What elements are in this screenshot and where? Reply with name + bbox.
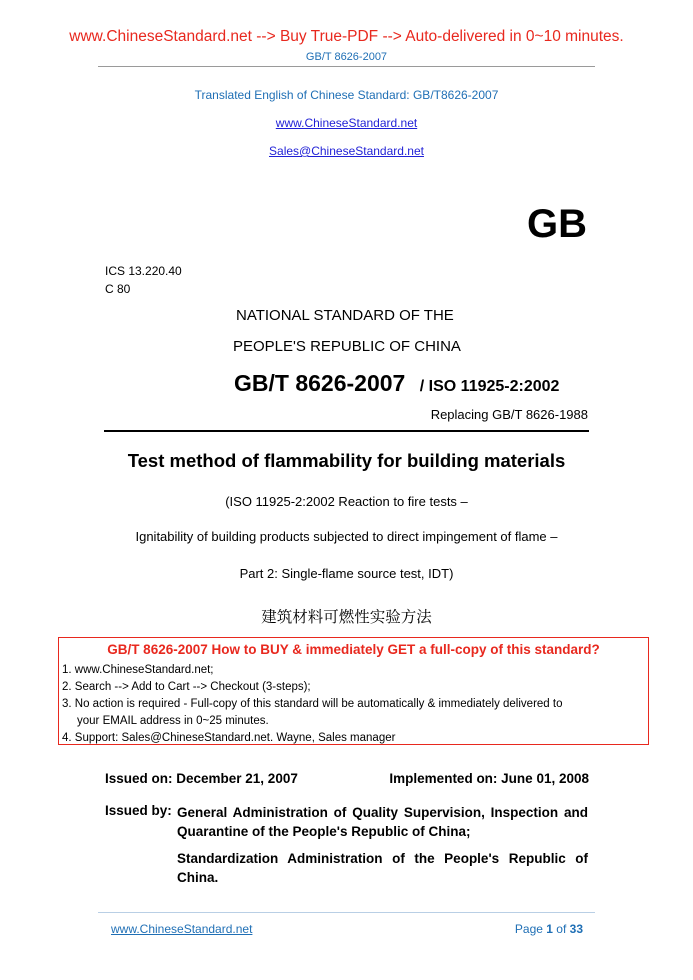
standard-number-line bbox=[234, 370, 559, 397]
national-standard-line2: PEOPLE'S REPUBLIC OF CHINA bbox=[233, 338, 461, 355]
buy-step-3-cont: your EMAIL address in 0~25 minutes. bbox=[77, 715, 269, 727]
subtitle-line2: Ignitability of building products subjected to direct impingement of flame – bbox=[135, 529, 558, 544]
subtitle-line1: (ISO 11925-2:2002 Reaction to fire tests – bbox=[225, 494, 468, 509]
header-divider bbox=[98, 66, 595, 67]
site-link[interactable]: www.ChineseStandard.net bbox=[275, 116, 418, 130]
issued-by-label: Issued by: bbox=[105, 803, 172, 818]
implemented-on-date: Implemented on: June 01, 2008 bbox=[389, 771, 589, 786]
page-current: 1 bbox=[546, 922, 553, 936]
gb-mark: GB bbox=[527, 202, 587, 246]
subtitle-line3: Part 2: Single-flame source test, IDT) bbox=[239, 566, 454, 581]
chinese-title: 建筑材料可燃性实验方法 bbox=[261, 608, 432, 626]
title-divider bbox=[104, 430, 589, 432]
page-total: 33 bbox=[569, 922, 583, 936]
header-doc-code: GB/T 8626-2007 bbox=[305, 51, 388, 63]
issuer-1: General Administration of Quality Supervision, Inspection and Quarantine of the People's Republic of China; bbox=[177, 805, 588, 839]
document-title: Test method of flammability for building materials bbox=[127, 450, 566, 471]
standard-number: GB/T 8626-2007 bbox=[234, 370, 406, 396]
issuer-2: Standardization Administration of the People's Republic of China. bbox=[177, 851, 588, 885]
buy-step-4[interactable]: 4. Support: Sales@ChineseStandard.net. Wayne, Sales manager bbox=[62, 732, 396, 744]
buy-step-1[interactable]: 1. www.ChineseStandard.net; bbox=[62, 664, 214, 676]
footer-site-link[interactable]: www.ChineseStandard.net bbox=[111, 922, 253, 936]
footer-divider bbox=[98, 912, 595, 913]
top-banner[interactable]: www.ChineseStandard.net --> Buy True-PDF --> Auto-delivered in 0~10 minutes. bbox=[69, 28, 624, 45]
site-link-row bbox=[0, 114, 693, 132]
buy-step-3: 3. No action is required - Full-copy of this standard will be automatically & immediately delivered to bbox=[62, 698, 563, 710]
page-mid: of bbox=[552, 922, 570, 936]
replacing-note: Replacing GB/T 8626-1988 bbox=[430, 407, 588, 422]
page-prefix: Page bbox=[514, 922, 547, 936]
translated-line: Translated English of Chinese Standard: GB/T8626-2007 bbox=[194, 88, 499, 102]
buy-box-title: GB/T 8626-2007 How to BUY & immediately GET a full-copy of this standard? bbox=[107, 642, 600, 657]
classification-block bbox=[105, 262, 182, 298]
issued-on-date: Issued on: December 21, 2007 bbox=[105, 771, 298, 786]
page-indicator bbox=[515, 922, 583, 936]
class-code: C 80 bbox=[105, 282, 131, 296]
buy-step-2: 2. Search --> Add to Cart --> Checkout (3-steps); bbox=[62, 681, 311, 693]
national-standard-line1: NATIONAL STANDARD OF THE bbox=[236, 307, 454, 324]
buy-info-box bbox=[58, 637, 649, 745]
ics-code: ICS 13.220.40 bbox=[105, 264, 182, 278]
iso-number: / ISO 11925-2:2002 bbox=[419, 378, 560, 395]
buy-steps-list bbox=[62, 662, 562, 747]
sales-email-link[interactable]: Sales@ChineseStandard.net bbox=[269, 144, 424, 158]
sales-link-row bbox=[0, 142, 693, 160]
